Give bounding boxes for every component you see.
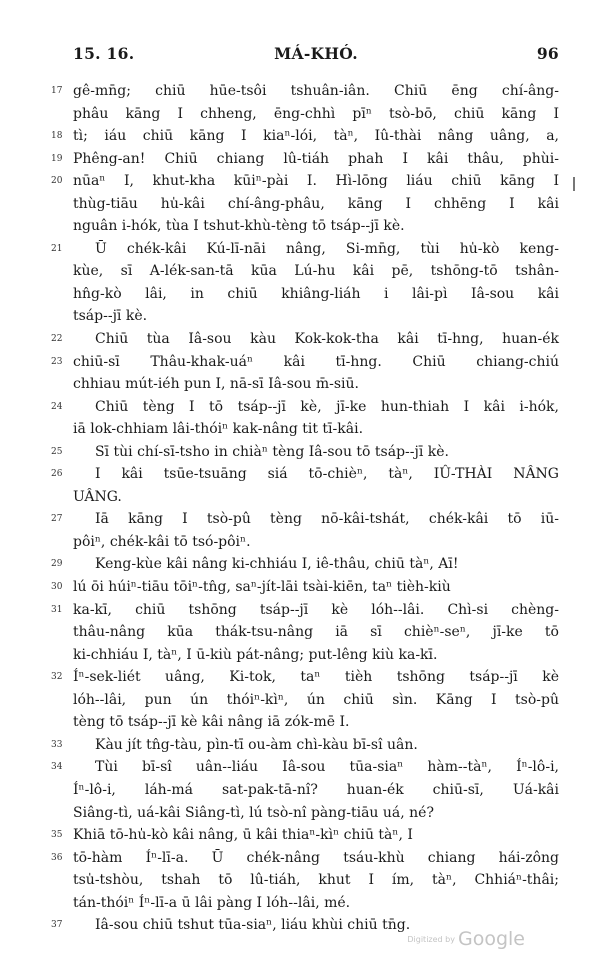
watermark-prefix: Digitized by [407,935,455,944]
line-text: Khiā tō-hu̍-kò kâi nâng, ū kâi thiaⁿ-kìⁿ chiū tàⁿ, I [73,827,413,844]
line-text: tán-thóiⁿ Íⁿ-lī-a ū lâi pàng I lóh--lâi, mé. [73,894,351,911]
line-text: pôiⁿ, chék-kâi tō tsó-pôiⁿ. [73,533,251,550]
line-text: thâu-nâng kūa thák-tsu-nâng iā sī chièⁿ-seⁿ, jī-ke tō [73,624,559,641]
line-text: nguân i-hók, tùa I tshut-khù-tèng tō tsáp--jī kè. [73,218,405,235]
line-text: Chiū tùa Iâ-sou kàu Kok-kok-tha kâi tī-hng, huan-ék [95,331,559,348]
line-text: UÂNG. [73,488,122,505]
digitized-watermark [407,928,525,950]
line-text: chiū-sī Thâu-khak-uáⁿ kâi tī-hng. Chiū chiang-chiú [73,353,559,370]
text-line [73,621,559,644]
line-text: Iâ-sou chiū tshut tūa-siaⁿ, liáu khùi chiū tn̄g. [95,917,411,934]
line-text: Keng-kùe kâi nâng ki-chhiáu I, iê-thâu, chiū tàⁿ, Aī! [95,556,459,573]
line-text: Kàu jít tn̂g-tàu, pìn-tī ou-àm chì-kàu bī-sî uân. [95,736,418,753]
line-text: tō-hàm Íⁿ-lī-a. Ū chék-nâng tsáu-khù chiang hái-zông [73,849,559,866]
line-text: thùg-tiāu hu̍-kâi chí-âng-phâu, kāng I chhēng I kâi [73,195,559,212]
text-line [51,847,559,870]
verse-number: 32 [51,672,63,683]
text-line [51,599,559,622]
text-line [51,553,559,576]
verse-number: 29 [51,559,63,570]
verse-number: 18 [51,131,63,142]
line-text: lú ōi húiⁿ-tiāu tōiⁿ-tn̂g, saⁿ-jít-lāi tsài-kiēn, taⁿ tièh-kiù [73,579,451,596]
text-body [51,80,559,937]
text-line [51,125,559,148]
line-text: Tùi bī-sî uân--liáu Iâ-sou tūa-siaⁿ hàm--tàⁿ, Íⁿ-lô-i, [95,759,559,776]
line-text: tèng tō tsáp--jī kè kâi nâng iā zók-mē I. [73,714,350,731]
text-line [51,576,559,599]
margin-mark [573,177,575,191]
verse-number: 37 [51,920,63,931]
line-text: Sī tùi chí-sī-tsho in chiàⁿ tèng Iâ-sou tō tsáp--jī kè. [95,443,449,460]
text-line [73,711,559,734]
text-line [73,486,559,509]
text-line [51,148,559,171]
text-line [73,418,559,441]
text-line [73,373,559,396]
line-text: tì; iáu chiū kāng I kiaⁿ-lói, tàⁿ, Iû-thài nâng uâng, a, [73,128,559,145]
verse-number: 36 [51,852,63,863]
text-line [51,170,559,193]
verse-number: 24 [51,401,63,412]
text-line [51,824,559,847]
text-line [73,689,559,712]
line-text: ki-chhiáu I, tàⁿ, I ū-kiù pát-nâng; put-lêng kiù ka-kī. [73,646,438,663]
text-line [51,441,559,464]
line-text: chhiau mút-iéh pun I, nā-sī Iâ-sou m̄-siū. [73,376,359,393]
text-line [73,305,559,328]
text-line [73,260,559,283]
page-number: 96 [536,44,559,63]
line-text: Iā kāng I tsò-pû tèng nō-kâi-tshát, chék-kâi tō iū- [95,511,559,528]
text-line [73,779,559,802]
line-text: I kâi tsūe-tsuāng siá tō-chièⁿ, tàⁿ, IÛ-THÀI NÂNG [95,466,559,483]
line-text: Íⁿ-lô-i, láh-má sat-pak-tā-nî? huan-ék chiū-sī, Uá-kâi [73,781,559,798]
line-text: Siâng-tì, uá-kâi Siâng-tì, lú tsò-nî pàng-tiāu uá, né? [73,804,434,821]
line-text: phâu kāng I chheng, ēng-chhì pīⁿ tsò-bō, chiū kāng I [73,105,559,122]
verse-number: 23 [51,356,63,367]
line-text: gê-mn̄g; chiū hūe-tsôi tshuân-iân. Chiū ēng chí-âng- [73,83,559,99]
line-text: nūaⁿ I, khut-kha kūiⁿ-pài I. Hì-lōng liáu chiū kāng I [73,173,559,190]
verse-number: 26 [51,469,63,480]
verse-number: 25 [51,446,63,457]
verse-number: 31 [51,604,63,615]
verse-number: 20 [51,176,63,187]
google-logo: Google [457,928,525,950]
text-line [73,802,559,825]
line-text: ka-kī, chiū tshōng tsáp--jī kè lóh--lâi. Chì-si chèng- [73,601,559,618]
text-line [51,463,559,486]
page-header [73,44,559,68]
verse-number: 22 [51,334,63,345]
verse-number: 35 [51,830,63,841]
line-text: Ū chék-kâi Kú-lī-nāi nâng, Si-mn̄g, tùi hu̍-kò keng- [95,240,559,257]
verse-number: 33 [51,739,63,750]
verse-number: 17 [51,86,63,96]
text-line [51,238,559,261]
line-text: Chiū tèng I tō tsáp--jī kè, jī-ke hun-thiah I kâi i-hók, [95,398,559,415]
text-line [51,351,559,374]
text-line [51,328,559,351]
text-line [73,193,559,216]
verse-number: 34 [51,762,63,773]
chapter-reference: 15. 16. [73,44,135,63]
text-line [73,531,559,554]
text-line [73,869,559,892]
verse-number: 19 [51,153,63,164]
line-text: Phêng-an! Chiū chiang lû-tiáh phah I kâi thâu, phùi- [73,150,559,167]
text-line [73,644,559,667]
text-line [51,396,559,419]
text-line [51,80,559,103]
book-title: MÁ-KHÓ. [274,44,358,63]
text-line [73,283,559,306]
text-line [73,103,559,126]
line-text: tsáp--jī kè. [73,308,148,325]
text-line [51,734,559,757]
line-text: iā lok-chhiam lâi-thóiⁿ kak-nâng tit tī-kâi. [73,421,364,438]
line-text: kùe, sī A-lék-san-tā kūa Lú-hu kâi pē, tshōng-tō tshân- [73,263,559,280]
verse-number: 21 [51,243,63,254]
line-text: tsu̍-tshòu, tshah tō lû-tiáh, khut I ím, tàⁿ, Chhiáⁿ-thâi; [73,872,559,889]
verse-number: 27 [51,514,63,525]
line-text: Íⁿ-sek-liét uâng, Ki-tok, taⁿ tièh tshōng tsáp--jī kè [73,669,559,686]
text-line [73,892,559,915]
text-line [51,756,559,779]
text-line [51,666,559,689]
line-text: hn̂g-kò lâi, in chiū khiâng-liáh i lâi-pì Iâ-sou kâi [73,285,559,302]
text-line [73,215,559,238]
text-line [51,508,559,531]
verse-number: 30 [51,582,63,593]
line-text: lóh--lâi, pun ún thóiⁿ-kìⁿ, ún chiū sìn. Kāng I tsò-pû [73,691,559,708]
